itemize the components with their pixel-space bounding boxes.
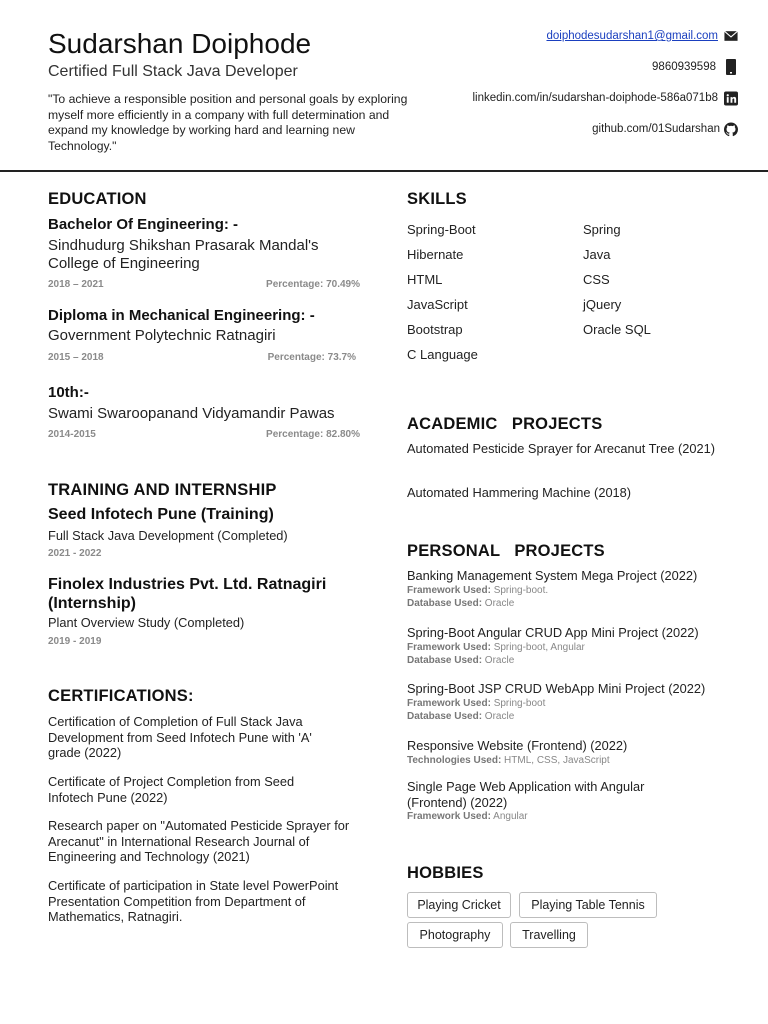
education-school: Swami Swaroopanand Vidyamandir Pawas (48, 405, 335, 422)
resume-header (0, 0, 768, 172)
project-name: Responsive Website (Frontend) (2022) (407, 738, 628, 753)
certification-item: Certification of Completion of Full Stack Java Development from Seed Infotech Pune with 'A' grade (2022) (48, 714, 312, 760)
project-name: Spring-Boot JSP CRUD WebApp Mini Project (2022) (407, 681, 706, 696)
skill-item: Hibernate (407, 247, 464, 262)
training-years: 2021 - 2022 (48, 548, 102, 559)
personal-project-item (407, 568, 697, 611)
skills-heading: SKILLS (407, 190, 467, 208)
detail-value: Oracle (482, 655, 515, 666)
education-years: 2014-2015 (48, 429, 96, 440)
skill-item: C Language (407, 347, 478, 362)
education-years: 2015 – 2018 (48, 352, 104, 363)
personal-project-item (407, 779, 707, 824)
skill-item: CSS (583, 272, 610, 287)
academic-projects-heading: ACADEMIC PROJECTS (407, 415, 603, 433)
education-degree: Bachelor Of Engineering: - (48, 216, 239, 233)
detail-label: Database Used: (407, 655, 483, 666)
education-percentage: Percentage: 70.49% (266, 279, 360, 290)
certification-item: Research paper on "Automated Pesticide Sprayer for Arecanut" in International Research Journal of Engineering and Technology (2021) (48, 818, 350, 864)
hobby-chip: Playing Table Tennis (519, 892, 657, 918)
skill-item: Spring (583, 222, 621, 237)
skill-item: Java (583, 247, 611, 262)
hobby-chip: Playing Cricket (407, 892, 511, 918)
career-objective: "To achieve a responsible position and personal goals by exploring myself more efficiently in a company with full determination and expand my knowledge by working hard and learning new Technology." (48, 92, 408, 153)
education-meta (48, 429, 360, 440)
detail-value: Spring-boot, Angular (490, 641, 585, 653)
academic-project-item: Automated Hammering Machine (2018) (407, 485, 632, 500)
email-link[interactable]: doiphodesudarshan1@gmail.com (546, 30, 718, 42)
certification-item: Certificate of Project Completion from Seed Infotech Pune (2022) (48, 774, 295, 805)
personal-project-item (407, 625, 699, 668)
detail-label: Framework Used: (407, 697, 491, 709)
detail-label: Framework Used: (407, 811, 491, 822)
personal-project-item (407, 738, 627, 767)
academic-project-item: Automated Pesticide Sprayer for Arecanut Tree (2021) (407, 441, 715, 456)
project-name: Single Page Web Application with Angular (Frontend) (2022) (407, 779, 645, 810)
contact-email (408, 29, 738, 43)
skill-item: Spring-Boot (407, 222, 476, 237)
hobby-chip: Travelling (510, 922, 588, 948)
candidate-role: Certified Full Stack Java Developer (48, 63, 298, 80)
detail-value: Oracle (482, 598, 515, 609)
phone-number: 9860939598 (652, 61, 716, 73)
skill-item: Bootstrap (407, 322, 463, 337)
github-link[interactable]: github.com/01Sudarshan (592, 123, 720, 135)
personal-projects-heading: PERSONAL PROJECTS (407, 542, 605, 560)
project-name: Spring-Boot Angular CRUD App Mini Project (2022) (407, 625, 699, 640)
contact-phone (408, 60, 738, 74)
training-org: Seed Infotech Pune (Training) (48, 506, 274, 523)
envelope-icon (724, 29, 738, 43)
candidate-name: Sudarshan Doiphode (48, 28, 312, 59)
detail-value: Spring-boot. (490, 584, 549, 596)
education-meta (48, 352, 356, 363)
education-percentage: Percentage: 82.80% (266, 429, 360, 440)
detail-label: Framework Used: (407, 641, 491, 653)
education-percentage: Percentage: 73.7% (267, 352, 356, 363)
linkedin-link[interactable]: linkedin.com/in/sudarshan-doiphode-586a071b8 (472, 92, 718, 104)
detail-value: Angular (490, 811, 528, 822)
education-school: Government Polytechnic Ratnagiri (48, 327, 276, 344)
hobbies-heading: HOBBIES (407, 864, 484, 882)
mobile-phone-icon (724, 60, 738, 74)
detail-label: Database Used: (407, 598, 483, 609)
certifications-heading: CERTIFICATIONS: (48, 687, 194, 705)
linkedin-icon (724, 91, 738, 105)
education-degree: 10th:- (48, 384, 89, 401)
detail-label: Database Used: (407, 711, 483, 722)
detail-label: Technologies Used: (407, 754, 502, 766)
detail-value: HTML, CSS, JavaScript (501, 754, 610, 766)
education-years: 2018 – 2021 (48, 279, 104, 290)
training-heading: TRAINING AND INTERNSHIP (48, 481, 277, 499)
skills-grid (407, 222, 733, 362)
hobby-chip: Photography (407, 922, 503, 948)
detail-value: Oracle (482, 711, 515, 722)
education-heading: EDUCATION (48, 190, 147, 208)
skill-item: Oracle SQL (583, 322, 651, 337)
skill-item: HTML (407, 272, 443, 287)
skill-item: JavaScript (407, 297, 468, 312)
training-desc: Full Stack Java Development (Completed) (48, 528, 288, 543)
detail-label: Framework Used: (407, 584, 491, 596)
certification-item: Certificate of participation in State level PowerPoint Presentation Competition from Department of Mathematics, Ratnagiri. (48, 878, 339, 924)
education-degree: Diploma in Mechanical Engineering: - (48, 307, 315, 324)
contact-github (408, 122, 738, 136)
education-meta (48, 279, 360, 290)
contact-linkedin (408, 91, 738, 105)
github-icon (724, 122, 738, 136)
detail-value: Spring-boot (490, 697, 546, 709)
education-school: Sindhudurg Shikshan Prasarak Mandal's College of Engineering (48, 237, 319, 272)
skill-item: jQuery (583, 297, 622, 312)
training-desc: Plant Overview Study (Completed) (48, 615, 245, 630)
training-org: Finolex Industries Pvt. Ltd. Ratnagiri (Internship) (48, 576, 327, 612)
personal-project-item (407, 681, 705, 724)
training-years: 2019 - 2019 (48, 636, 102, 647)
project-name: Banking Management System Mega Project (2022) (407, 568, 698, 583)
